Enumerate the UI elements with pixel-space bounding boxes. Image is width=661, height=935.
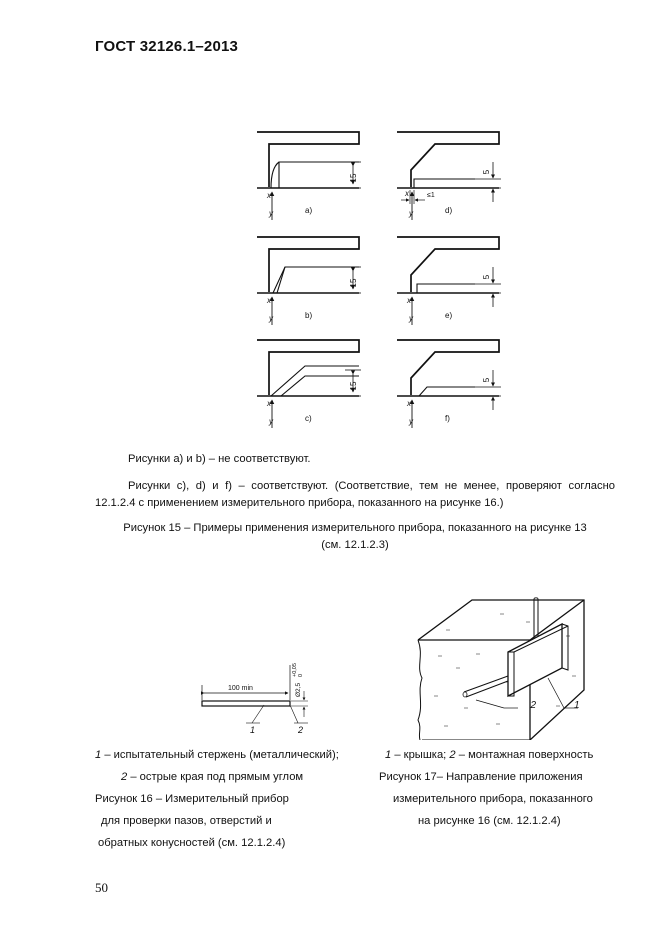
note-compliant-text: Рисунки c), d) и f) – соответствуют. (Соответствие, тем не менее, проверяют согласно 12.1.2.4 с применением измерительного прибора, показанного на рисунке 16.) xyxy=(95,480,615,509)
axis-y-label: y xyxy=(409,314,413,323)
legend-17-text-2: – монтажная поверхность xyxy=(455,749,594,761)
figure-17-caption-line3: на рисунке 16 (см. 12.1.2.4) xyxy=(418,815,561,827)
panel-e xyxy=(397,237,501,325)
figure-16-caption-line3: обратных конусностей (см. 12.1.2.4) xyxy=(98,837,286,849)
panel-c xyxy=(257,340,361,428)
tol-lower: 0 xyxy=(298,673,304,677)
axis-x-label: x xyxy=(407,399,411,408)
axis-x-label: x xyxy=(407,296,411,305)
axis-y-label: y xyxy=(409,417,413,426)
callout-2: 2 xyxy=(298,725,304,735)
label-a: a) xyxy=(305,206,313,215)
axis-x-label: x xyxy=(267,296,271,305)
dim-15-label: 15 xyxy=(349,278,358,288)
figure-16-legend-2 xyxy=(121,766,303,788)
figure-15 xyxy=(250,125,512,440)
dim-5-label: 5 xyxy=(482,169,491,175)
note-compliant xyxy=(95,478,615,512)
dim-100-min: 100 min xyxy=(228,685,253,692)
dim-diameter: Ø2,5 xyxy=(295,682,302,697)
panel-d xyxy=(397,132,501,220)
dim-5-label: 5 xyxy=(482,377,491,383)
page-number: 50 xyxy=(95,880,108,895)
axis-x-label: x xyxy=(405,189,409,198)
legend-17-num-1: 1 xyxy=(385,749,392,761)
axis-y-label: y xyxy=(269,209,273,218)
axis-x-label: x xyxy=(267,399,271,408)
legend-17-num-2: 2 xyxy=(449,749,456,761)
callout-2: 2 xyxy=(530,700,536,711)
tol-upper: +0,05 xyxy=(292,663,298,677)
dim-le1-label: ≤1 xyxy=(427,192,435,199)
figure-16-caption-line1: Рисунок 16 – Измерительный прибор xyxy=(95,793,289,805)
legend-16-num-1: 1 xyxy=(95,749,102,761)
figure-16 xyxy=(196,655,316,740)
label-c: c) xyxy=(305,414,312,423)
axis-y-label: y xyxy=(409,209,413,218)
document-header: ГОСТ 32126.1–2013 xyxy=(95,38,239,55)
legend-16-text-1: – испытательный стержень (металлический); xyxy=(101,749,339,761)
axis-y-label: y xyxy=(269,417,273,426)
caption-15-line1: Рисунок 15 – Примеры применения измерительного прибора, показанного на рисунке 13 xyxy=(123,522,587,534)
axis-y-label: y xyxy=(269,314,273,323)
legend-17-text-1: – крышка; xyxy=(391,749,450,761)
dim-5-label: 5 xyxy=(482,274,491,280)
figure-16-caption-line2: для проверки пазов, отверстий и xyxy=(101,815,272,827)
callout-1: 1 xyxy=(574,700,580,711)
dim-15-label: 15 xyxy=(349,381,358,391)
label-e: e) xyxy=(445,311,453,320)
label-b: b) xyxy=(305,311,313,320)
dim-15-label: 15 xyxy=(349,173,358,183)
axis-x-label: x xyxy=(267,191,271,200)
label-d: d) xyxy=(445,206,453,215)
label-f: f) xyxy=(445,414,450,423)
figure-17-caption-line2: измерительного прибора, показанного xyxy=(393,793,593,805)
panel-a xyxy=(257,132,361,220)
legend-16-text-2: – острые края под прямым углом xyxy=(127,771,304,783)
figure-16-legend-1 xyxy=(95,744,375,766)
legend-16-num-2: 2 xyxy=(121,771,128,783)
panel-f xyxy=(397,340,501,428)
callout-1: 1 xyxy=(250,725,256,735)
figure-15-caption xyxy=(95,520,615,554)
panel-b xyxy=(257,237,361,325)
figure-17 xyxy=(416,596,588,740)
figure-17-legend xyxy=(385,744,625,766)
note-not-compliant: Рисунки a) и b) – не соответствуют. xyxy=(128,453,311,465)
caption-15-line2: (см. 12.1.2.3) xyxy=(321,539,389,551)
figure-17-caption-line1: Рисунок 17– Направление приложения xyxy=(379,771,583,783)
